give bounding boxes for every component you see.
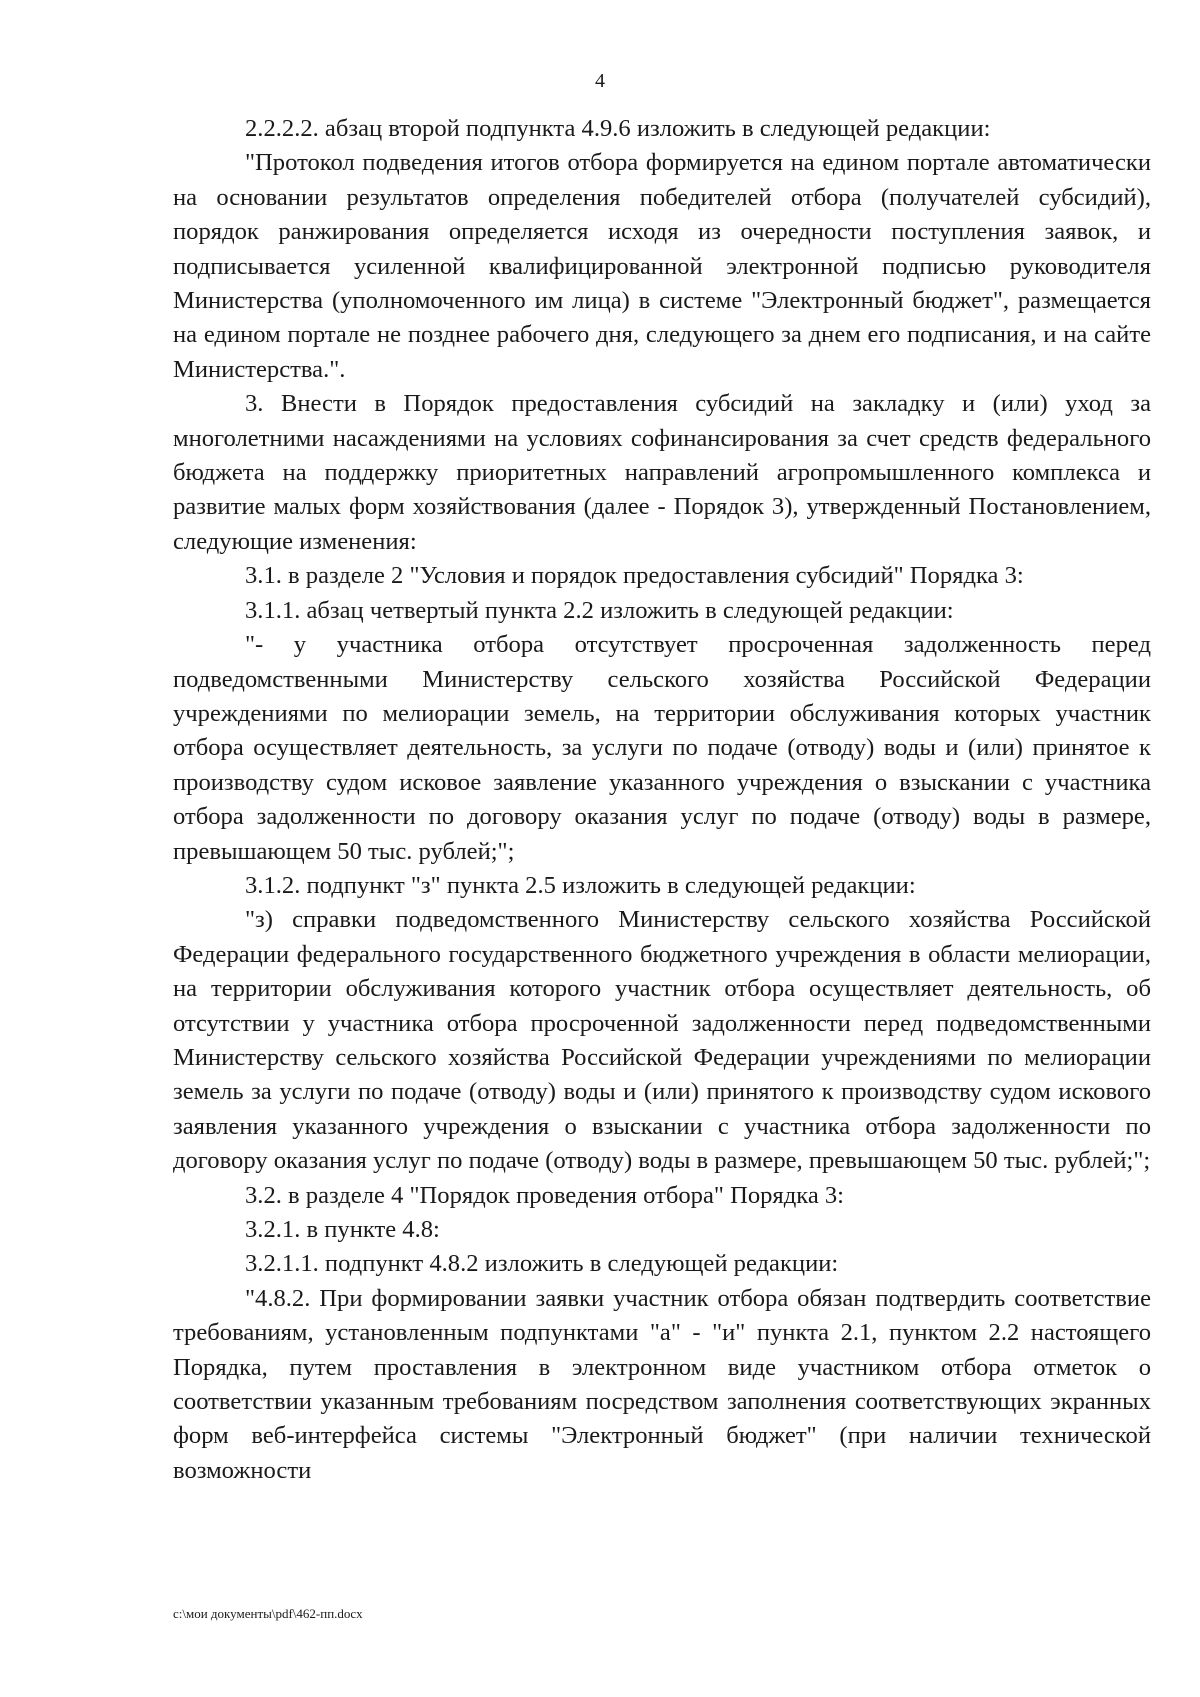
paragraph-3-2-1: 3.2.1. в пункте 4.8: — [245, 1216, 440, 1243]
paragraph-certificate-quote: "з) справки подведомственного Министерству сельского хозяйства Российской Федерации федерального государственного бюджетного учреждения в области мелиорации, на территории обслуживания которого участник отбора осуществляет деятельность, об отсутствии у участника отбора просроченной задолженности перед подведомственными Министерству сельского хозяйства Российской Федерации учреждениями по мелиорации земель за услуги по подаче (отводу) воды и (или) принятого к производству судом искового заявления указанного учреждения о взыскании с участника отбора задолженности по договору оказания услуг по подаче (отводу) воды в размере, превышающем 50 тыс. рублей;"; — [173, 906, 1151, 1175]
paragraph-3-1-2: 3.1.2. подпункт "з" пункта 2.5 изложить в следующей редакции: — [245, 871, 916, 899]
paragraph-debt-quote: "- у участника отбора отсутствует просроченная задолженность перед подведомственными Министерству сельского хозяйства Российской Федерации учреждениями по мелиорации земель, на территории обслуживания которых участник отбора осуществляет деятельность, за услуги по подаче (отводу) воды и (или) принятое к производству судом исковое заявление указанного учреждения о взыскании с участника отбора задолженности по договору оказания услуг по подаче (отводу) воды в размере, превышающем 50 тыс. рублей;"; — [173, 631, 1151, 865]
paragraph-3: 3. Внести в Порядок предоставления субсидий на закладку и (или) уход за многолетними насаждениями на условиях софинансирования за счет средств федерального бюджета на поддержку приоритетных направлений агропромышленного комплекса и развитие малых форм хозяйствования (далее - Порядок 3), утвержденный Постановлением, следующие изменения: — [173, 390, 1151, 555]
paragraph-4-8-2-quote: "4.8.2. При формировании заявки участник отбора обязан подтвердить соответствие требованиям, установленным подпунктами "а" - "и" пункта 2.1, пунктом 2.2 настоящего Порядка, путем проставления в электронном виде участником отбора отметок о соответствии указанным требованиям посредством заполнения соответствующих экранных форм веб-интерфейса системы "Электронный бюджет" (при наличии технической возможности — [173, 1284, 1151, 1484]
paragraph-3-1-1: 3.1.1. абзац четвертый пункта 2.2 изложить в следующей редакции: — [245, 596, 954, 624]
paragraph-protocol-quote: "Протокол подведения итогов отбора формируется на едином портале автоматически на основании результатов определения победителей отбора (получателей субсидий), порядок ранжирования определяется исходя из очередности поступления заявок, и подписывается усиленной квалифицированной электронной подписью руководителя Министерства (уполномоченного им лица) в системе "Электронный бюджет", размещается на едином портале не позднее рабочего дня, следующего за днем его подписания, и на сайте Министерства.". — [173, 149, 1151, 383]
paragraph-3-2-1-1: 3.2.1.1. подпункт 4.8.2 изложить в следующей редакции: — [245, 1250, 839, 1278]
paragraph-3-1: 3.1. в разделе 2 "Условия и порядок предоставления субсидий" Порядка 3: — [245, 562, 1024, 590]
page-number: 4 — [595, 70, 605, 92]
footer-file-path: c:\мои документы\pdf\462-пп.docx — [173, 1606, 363, 1621]
paragraph-2-2-2-2: 2.2.2.2. абзац второй подпункта 4.9.6 изложить в следующей редакции: — [245, 115, 991, 142]
paragraph-3-2: 3.2. в разделе 4 "Порядок проведения отбора" Порядка 3: — [245, 1181, 845, 1209]
document-body — [173, 112, 1151, 1488]
